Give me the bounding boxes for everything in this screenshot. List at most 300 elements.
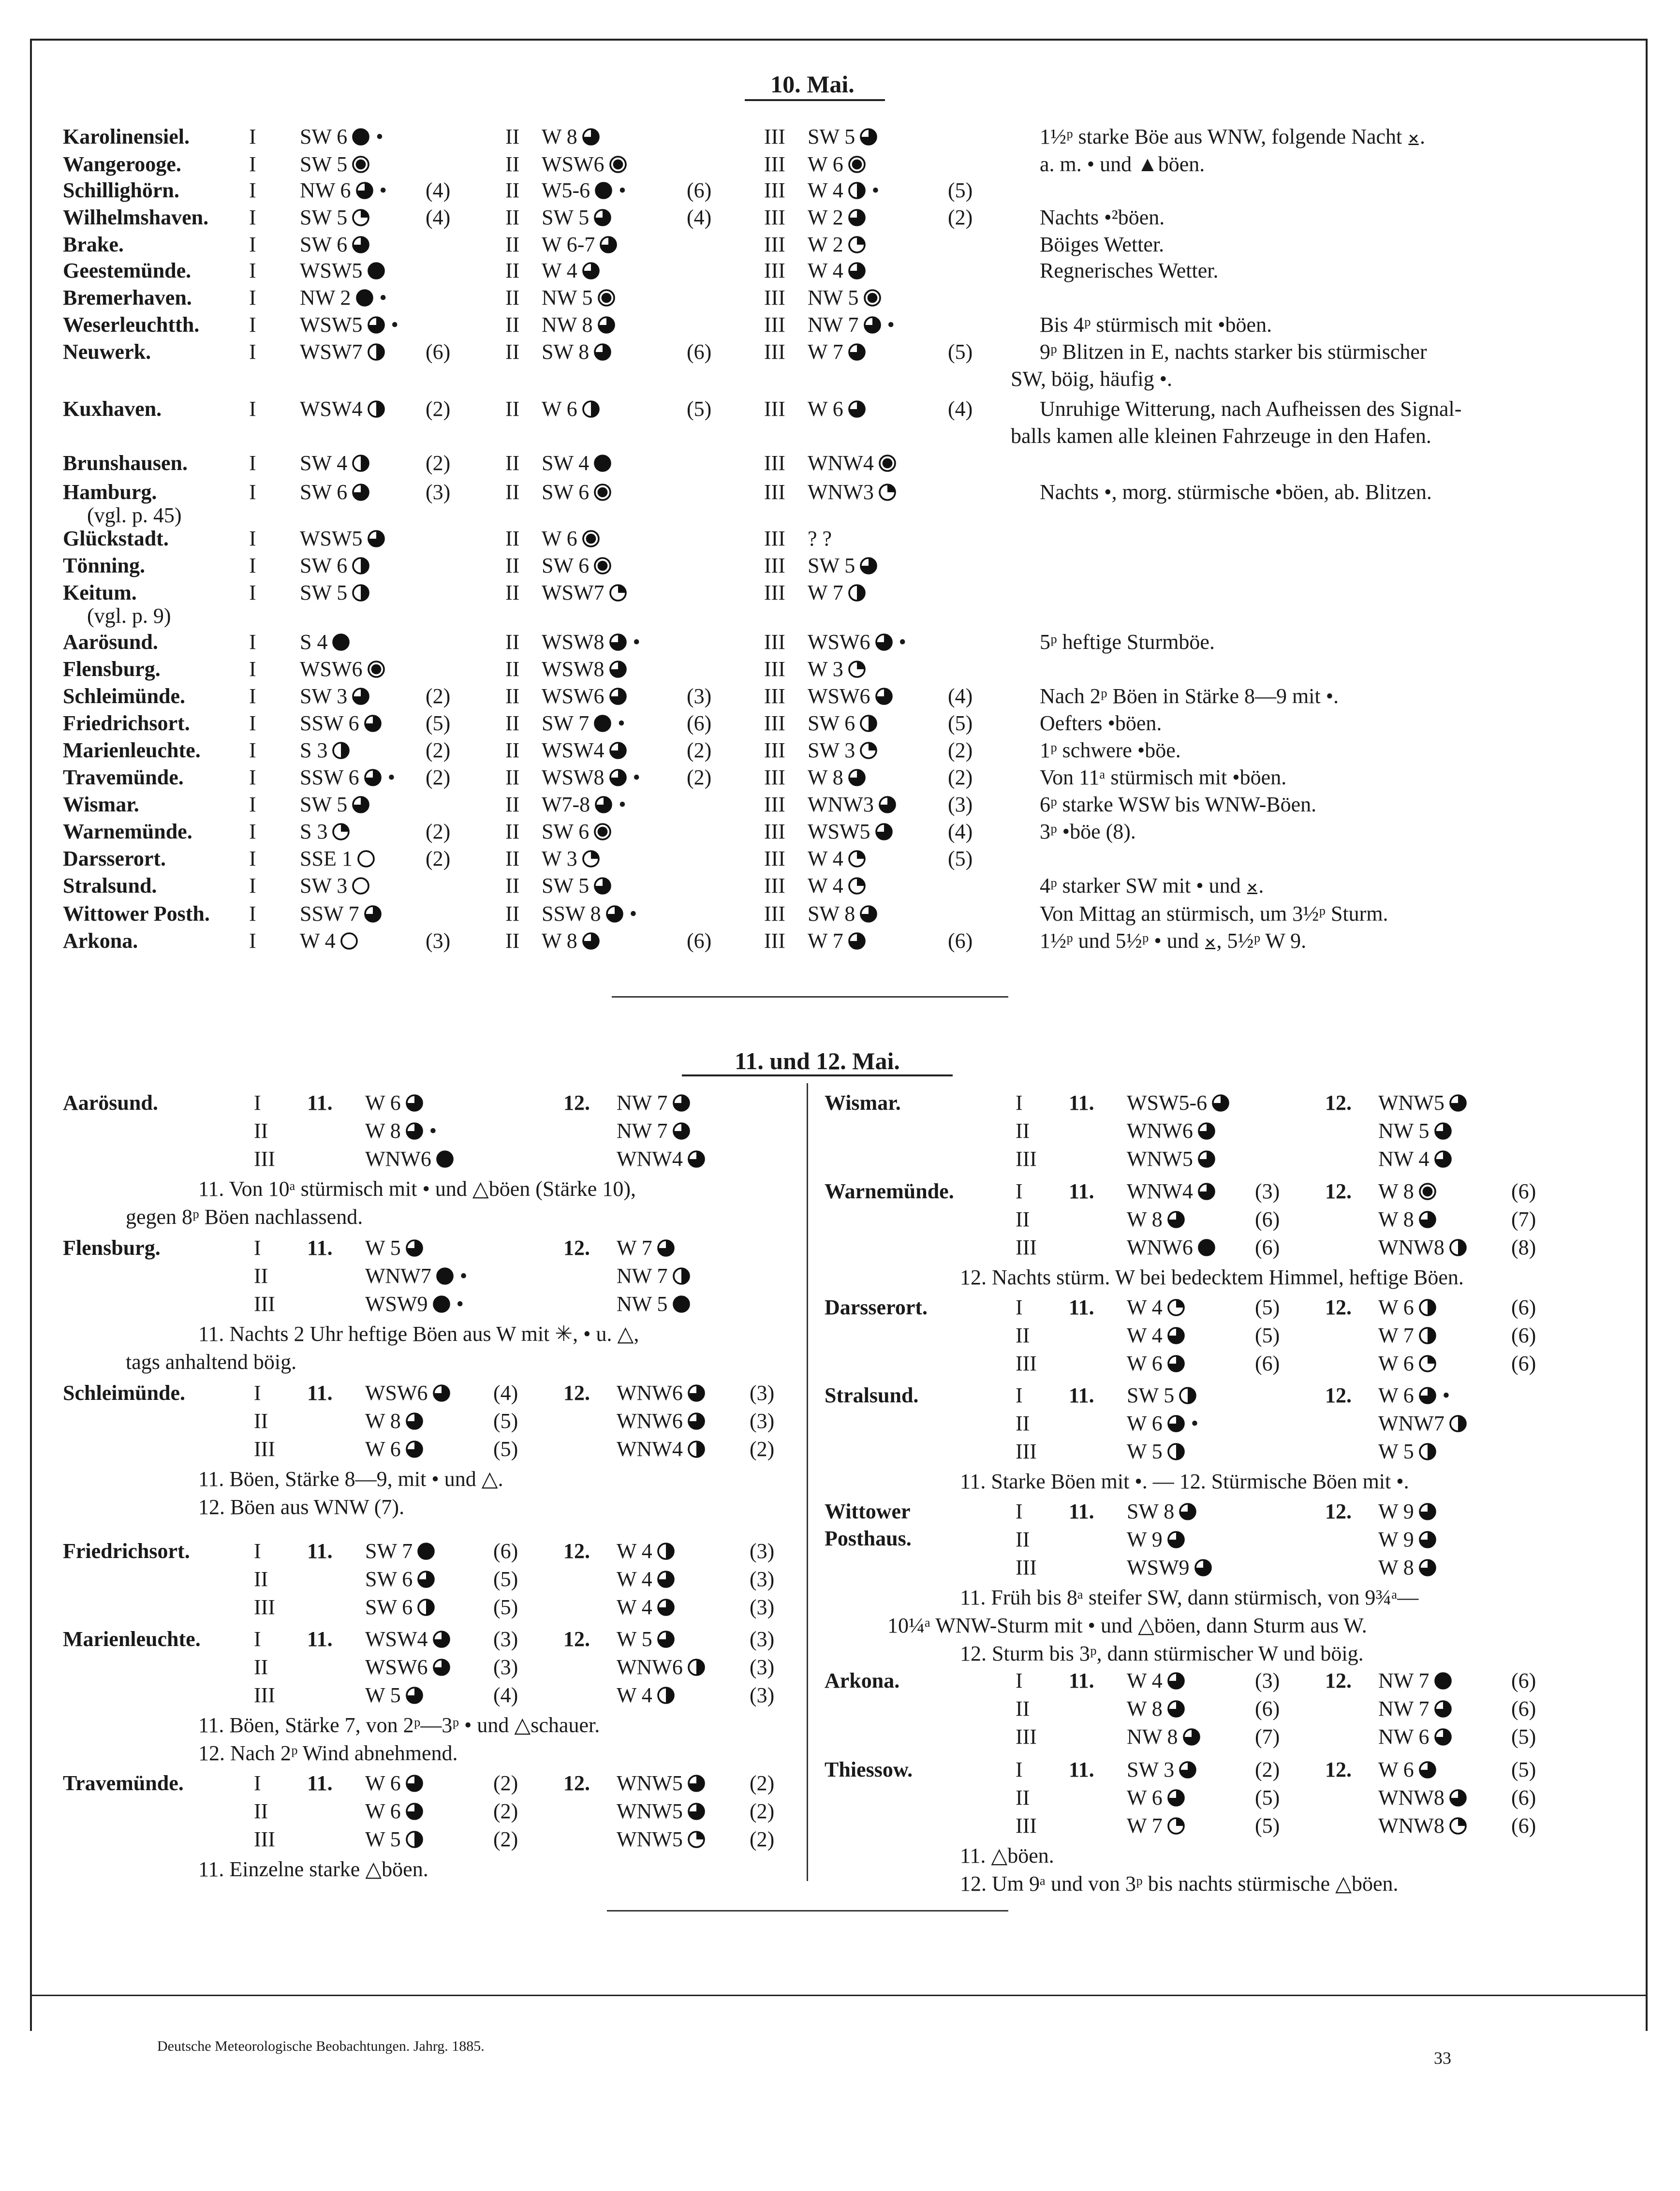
- gust-strength: (4): [948, 397, 973, 421]
- mostly-cloudy-icon: [687, 1774, 706, 1793]
- day-12-observation: [617, 1566, 676, 1593]
- mostly-cloudy-icon: [1418, 1530, 1437, 1549]
- term-iii-label: III: [764, 259, 785, 282]
- rain-dot-icon: •: [893, 630, 906, 654]
- half-cloud-icon: [331, 741, 351, 760]
- day-11-observation: [1127, 1554, 1213, 1581]
- gust-strength: (2): [493, 1827, 518, 1851]
- ringed-cloud-icon: [351, 155, 370, 174]
- gust-strength: (3): [426, 480, 451, 504]
- wind-value: WNW7: [365, 1264, 431, 1288]
- station-name: Arkona.: [63, 929, 138, 953]
- mostly-cloudy-icon: [1166, 1354, 1186, 1373]
- gust-strength: (6): [687, 711, 712, 735]
- station-name: Wismar.: [825, 1091, 901, 1115]
- quarter-cloud-icon: [847, 660, 867, 679]
- rain-dot-icon: •: [882, 313, 895, 337]
- term-i-label: I: [249, 874, 256, 897]
- station-name: Brunshausen.: [63, 451, 188, 475]
- column-divider: [807, 1083, 808, 1881]
- term-i-label: I: [249, 630, 256, 654]
- term-ii-label: II: [505, 765, 520, 789]
- overcast-cloud-icon: [367, 261, 386, 280]
- day-12-observation: [1378, 1438, 1437, 1465]
- day-11-observation: [365, 1089, 424, 1117]
- gust-strength: (2): [948, 206, 973, 229]
- overcast-cloud-icon: [593, 454, 612, 473]
- quarter-cloud-icon: [1166, 1816, 1186, 1836]
- station-name: Wangerooge.: [63, 152, 181, 176]
- day-11-observation: [365, 1626, 451, 1653]
- mostly-cloudy-icon: [416, 1570, 436, 1589]
- station-name: Travemünde.: [63, 1771, 184, 1795]
- gust-strength: (5): [948, 340, 973, 364]
- mostly-cloudy-icon: [405, 1686, 424, 1705]
- day-12-observation: [1378, 1146, 1453, 1173]
- term-iii-label: III: [764, 765, 785, 789]
- remark: Nach 2ᵖ Böen in Stärke 8—9 mit •.: [1040, 684, 1339, 708]
- wind-value: W 4: [617, 1567, 652, 1591]
- gust-strength: (5): [948, 847, 973, 870]
- wind-value: SW 5: [542, 206, 589, 229]
- term-i-label: I: [249, 657, 256, 681]
- mostly-cloudy-icon: [1197, 1182, 1216, 1201]
- remark: 11. Früh bis 8ᵃ steifer SW, dann stürmisch, von 9¾ᵃ—: [960, 1586, 1419, 1609]
- gust-strength: (3): [750, 1567, 775, 1591]
- mostly-cloudy-icon: [1448, 1788, 1468, 1808]
- term-iii-label: III: [764, 902, 785, 926]
- term-i-label: I: [249, 340, 256, 364]
- section-divider: [607, 1910, 1008, 1912]
- quarter-cloud-icon: [1166, 1298, 1186, 1317]
- station-name: Wittower Posth.: [63, 902, 210, 926]
- mostly-cloudy-icon: [859, 127, 878, 147]
- wind-value: NW 5: [1378, 1119, 1429, 1143]
- remark: 3ᵖ •böe (8).: [1040, 820, 1136, 843]
- term-ii-observation: [542, 231, 618, 258]
- wind-value: NW 8: [542, 313, 593, 337]
- day-12-observation: [1378, 1206, 1437, 1233]
- term-label: I: [1016, 1758, 1023, 1781]
- term-iii-label: III: [764, 125, 785, 148]
- term-ii-label: II: [505, 125, 520, 148]
- page-number: 33: [1434, 2048, 1451, 2068]
- day-12-observation: [1378, 1234, 1468, 1261]
- day-12-observation: [1378, 1667, 1453, 1694]
- term-iii-observation: [808, 845, 867, 872]
- term-iii-observation: [808, 257, 867, 284]
- mostly-cloudy-icon: [432, 1658, 451, 1677]
- term-i-observation: [300, 683, 370, 710]
- wind-value: NW 7: [1378, 1669, 1429, 1692]
- wind-value: W 4: [617, 1595, 652, 1619]
- mostly-cloudy-icon: [363, 904, 383, 924]
- wind-value: W 3: [808, 657, 843, 681]
- wind-value: SSW 6: [300, 711, 359, 735]
- day-11-observation: [1127, 1756, 1197, 1783]
- term-i-label: I: [249, 765, 256, 789]
- gust-strength: (6): [1511, 1786, 1536, 1809]
- term-i-label: I: [249, 152, 256, 176]
- mostly-cloudy-icon: [405, 1412, 424, 1431]
- gust-strength: (7): [1511, 1207, 1536, 1231]
- gust-strength: (3): [493, 1655, 518, 1679]
- mostly-cloudy-icon: [878, 795, 897, 814]
- day-12-label: 12.: [1325, 1383, 1352, 1407]
- term-iii-label: III: [764, 286, 785, 309]
- wind-value: WNW4: [617, 1147, 683, 1171]
- station-name: Aarösund.: [63, 1091, 158, 1115]
- day-12-observation: [1378, 1723, 1453, 1750]
- wind-value: WSW4: [542, 738, 604, 762]
- day-12-observation: [1378, 1089, 1468, 1117]
- mostly-cloudy-icon: [581, 261, 601, 280]
- wind-value: NW 7: [617, 1119, 668, 1143]
- mostly-cloudy-icon: [1178, 1502, 1197, 1521]
- gust-strength: (2): [948, 765, 973, 789]
- day-11-label: 11.: [1069, 1500, 1094, 1523]
- wind-value: WNW7: [1378, 1412, 1444, 1435]
- term-ii-observation: [542, 764, 640, 791]
- station-name: Keitum.: [63, 581, 137, 604]
- term-iii-observation: [808, 683, 894, 710]
- wind-value: W 5: [617, 1627, 652, 1651]
- term-ii-label: II: [505, 554, 520, 577]
- day-12-observation: [617, 1682, 676, 1709]
- wind-value: W5-6: [542, 178, 590, 202]
- term-iii-observation: [808, 552, 878, 579]
- wind-value: W 6: [365, 1437, 401, 1461]
- station-name: Marienleuchte.: [63, 738, 201, 762]
- gust-strength: (3): [750, 1683, 775, 1707]
- station-name: Thiessow.: [825, 1758, 913, 1781]
- gust-strength: (2): [426, 684, 451, 708]
- mostly-cloudy-icon: [1418, 1210, 1437, 1229]
- page-frame-right: [1646, 39, 1648, 2031]
- wind-value: W 5: [365, 1827, 401, 1851]
- term-i-observation: [300, 177, 387, 204]
- half-cloud-icon: [656, 1542, 676, 1561]
- wind-value: WNW6: [617, 1409, 683, 1433]
- term-ii-label: II: [505, 657, 520, 681]
- term-ii-observation: [542, 872, 612, 899]
- half-cloud-icon: [687, 1658, 706, 1677]
- term-ii-label: II: [505, 793, 520, 816]
- term-label: III: [254, 1595, 275, 1619]
- mostly-cloudy-icon: [432, 1383, 451, 1403]
- remark: 9ᵖ Blitzen in E, nachts starker bis stürmischer: [1040, 340, 1427, 364]
- wind-value: W 4: [1127, 1669, 1163, 1692]
- day-12-observation: [617, 1826, 706, 1853]
- day-11-observation: [1127, 1382, 1197, 1409]
- term-label: I: [254, 1627, 261, 1651]
- wind-value: W 2: [808, 233, 843, 256]
- wind-value: SW 5: [300, 206, 348, 229]
- gust-strength: (6): [1255, 1697, 1280, 1720]
- wind-value: WSW6: [542, 684, 604, 708]
- term-iii-observation: [808, 927, 867, 955]
- ringed-cloud-icon: [593, 822, 612, 841]
- term-iii-label: III: [764, 929, 785, 953]
- overcast-cloud-icon: [1197, 1238, 1216, 1257]
- wind-value: WNW6: [617, 1381, 683, 1405]
- remark: Unruhige Witterung, nach Aufheissen des Signal-: [1040, 397, 1462, 421]
- rain-dot-icon: •: [385, 313, 398, 337]
- term-ii-label: II: [505, 259, 520, 282]
- gust-strength: (3): [750, 1627, 775, 1651]
- gust-strength: (3): [750, 1409, 775, 1433]
- day-12-observation: [1378, 1294, 1437, 1321]
- mostly-cloudy-icon: [672, 1121, 691, 1141]
- wind-value: WNW6: [1127, 1119, 1193, 1143]
- half-cloud-icon: [1448, 1414, 1468, 1433]
- wind-value: W 8: [542, 929, 577, 953]
- day-11-label: 11.: [307, 1236, 333, 1260]
- term-label: II: [1016, 1323, 1030, 1347]
- term-iii-observation: [808, 177, 879, 204]
- term-i-label: I: [249, 451, 256, 475]
- term-label: III: [254, 1827, 275, 1851]
- wind-value: W 6: [365, 1091, 401, 1115]
- term-label: III: [1016, 1235, 1037, 1259]
- remark: 11. Böen, Stärke 8—9, mit • und △.: [198, 1467, 503, 1491]
- gust-strength: (2): [687, 765, 712, 789]
- term-i-observation: [300, 764, 395, 791]
- remark: 12. Nachts stürm. W bei bedecktem Himmel, heftige Böen.: [960, 1265, 1464, 1289]
- term-i-observation: [300, 710, 383, 737]
- mostly-cloudy-icon: [351, 235, 370, 254]
- gust-strength: (2): [750, 1771, 775, 1795]
- wind-value: W 6: [1378, 1352, 1414, 1375]
- day-11-observation: [1127, 1089, 1230, 1117]
- overcast-cloud-icon: [435, 1149, 455, 1169]
- rain-dot-icon: •: [374, 178, 387, 202]
- ringed-cloud-icon: [878, 454, 897, 473]
- ringed-cloud-icon: [593, 483, 612, 502]
- term-iii-label: III: [764, 738, 785, 762]
- term-label: II: [254, 1409, 268, 1433]
- gust-strength: (6): [1511, 1323, 1536, 1347]
- gust-strength: (6): [1511, 1352, 1536, 1375]
- term-ii-label: II: [505, 874, 520, 897]
- wind-value: WNW8: [1378, 1786, 1444, 1809]
- wind-value: SW 3: [808, 738, 855, 762]
- wind-value: WSW5: [808, 820, 870, 843]
- half-cloud-icon: [367, 399, 386, 419]
- station-name: Neuwerk.: [63, 340, 151, 364]
- wind-value: SW 4: [542, 451, 589, 475]
- term-label: II: [254, 1119, 268, 1143]
- term-ii-label: II: [505, 313, 520, 337]
- wind-value: SW 5: [542, 874, 589, 897]
- wind-value: ? ?: [808, 527, 832, 550]
- day-11-label: 11.: [1069, 1758, 1094, 1781]
- wind-value: WSW7: [300, 340, 363, 364]
- term-iii-observation: [808, 872, 867, 899]
- day-11-observation: [365, 1566, 436, 1593]
- term-label: III: [254, 1292, 275, 1316]
- station-name: Flensburg.: [63, 657, 161, 681]
- term-ii-observation: [542, 900, 637, 927]
- gust-strength: (3): [1255, 1179, 1280, 1203]
- wind-value: WSW8: [542, 630, 604, 654]
- wind-value: SW 3: [300, 684, 348, 708]
- mostly-cloudy-icon: [672, 1093, 691, 1113]
- wind-value: W 9: [1378, 1500, 1414, 1523]
- day-11-label: 11.: [307, 1381, 333, 1405]
- mostly-cloudy-icon: [1211, 1093, 1230, 1113]
- station-name: Karolinensiel.: [63, 125, 190, 148]
- gust-strength: (6): [1511, 1697, 1536, 1720]
- term-iii-observation: [808, 656, 867, 683]
- quarter-cloud-icon: [331, 822, 351, 841]
- day-12-label: 12.: [563, 1627, 590, 1651]
- wind-value: WNW3: [808, 480, 874, 504]
- mostly-cloudy-icon: [1418, 1386, 1437, 1405]
- overcast-cloud-icon: [416, 1542, 436, 1561]
- gust-strength: (5): [687, 397, 712, 421]
- station-name: Geestemünde.: [63, 259, 192, 282]
- mostly-cloudy-icon: [847, 208, 867, 227]
- wind-value: NW 6: [300, 178, 351, 202]
- term-ii-observation: [542, 338, 612, 366]
- day-12-observation: [617, 1380, 706, 1407]
- wind-value: W 8: [542, 125, 577, 148]
- term-label: I: [254, 1236, 261, 1260]
- mostly-cloudy-icon: [605, 904, 624, 924]
- term-iii-observation: [808, 629, 906, 656]
- mostly-cloudy-icon: [859, 556, 878, 575]
- mostly-cloudy-icon: [1166, 1788, 1186, 1808]
- remark: gegen 8ᵖ Böen nachlassend.: [126, 1205, 363, 1229]
- mostly-cloudy-icon: [597, 315, 616, 335]
- wind-value: SW 6: [365, 1567, 413, 1591]
- term-ii-observation: [542, 396, 601, 423]
- term-ii-label: II: [505, 711, 520, 735]
- wind-value: WSW6: [365, 1655, 428, 1679]
- station-name: Tönning.: [63, 554, 145, 577]
- half-cloud-icon: [416, 1598, 436, 1617]
- mostly-cloudy-icon: [847, 261, 867, 280]
- remark: 11. Von 10ᵃ stürmisch mit • und △böen (Stärke 10),: [198, 1177, 636, 1201]
- mostly-cloudy-icon: [608, 687, 628, 706]
- day-11-observation: [1127, 1410, 1198, 1437]
- day-12-observation: [1378, 1382, 1450, 1409]
- gust-strength: (3): [750, 1381, 775, 1405]
- day-12-label: 12.: [1325, 1669, 1352, 1692]
- mostly-cloudy-icon: [593, 876, 612, 896]
- term-iii-label: III: [764, 711, 785, 735]
- half-cloud-icon: [351, 454, 370, 473]
- term-ii-observation: [542, 311, 616, 338]
- rain-dot-icon: •: [374, 286, 387, 309]
- term-i-label: I: [249, 259, 256, 282]
- half-cloud-icon: [672, 1266, 691, 1286]
- day-11-observation: [1127, 1146, 1216, 1173]
- day-11-observation: [1127, 1723, 1201, 1750]
- mostly-cloudy-icon: [1197, 1149, 1216, 1169]
- mostly-cloudy-icon: [593, 342, 612, 362]
- term-label: II: [1016, 1412, 1030, 1435]
- page-frame-left: [30, 39, 32, 2031]
- station-name: Darsserort.: [825, 1295, 928, 1319]
- term-i-label: I: [249, 711, 256, 735]
- wind-value: WNW5: [617, 1827, 683, 1851]
- gust-strength: (2): [426, 847, 451, 870]
- term-ii-label: II: [505, 152, 520, 176]
- term-iii-observation: [808, 204, 867, 231]
- gust-strength: (6): [948, 929, 973, 953]
- ringed-cloud-icon: [593, 556, 612, 575]
- day-11-observation: [1127, 1526, 1186, 1553]
- term-ii-label: II: [505, 480, 520, 504]
- quarter-cloud-icon: [1418, 1354, 1437, 1373]
- gust-strength: (6): [1511, 1295, 1536, 1319]
- term-ii-label: II: [505, 451, 520, 475]
- mostly-cloudy-icon: [859, 904, 878, 924]
- wind-value: W 7: [808, 340, 843, 364]
- wind-value: WNW4: [1127, 1179, 1193, 1203]
- rain-dot-icon: •: [451, 1292, 464, 1316]
- day-12-label: 12.: [563, 1771, 590, 1795]
- wind-value: SW 4: [300, 451, 348, 475]
- gust-strength: (5): [493, 1409, 518, 1433]
- term-i-label: I: [249, 125, 256, 148]
- gust-strength: (3): [750, 1539, 775, 1563]
- half-cloud-icon: [1418, 1298, 1437, 1317]
- term-ii-observation: [542, 123, 601, 150]
- remark: 5ᵖ heftige Sturmböe.: [1040, 630, 1215, 654]
- wind-value: W 8: [1127, 1697, 1163, 1720]
- quarter-cloud-icon: [351, 208, 370, 227]
- term-i-observation: [300, 818, 351, 845]
- term-i-observation: [300, 900, 383, 927]
- wind-value: WNW6: [617, 1655, 683, 1679]
- mostly-cloudy-icon: [363, 768, 383, 787]
- remark: tags anhaltend böig.: [126, 1350, 297, 1374]
- term-i-observation: [300, 338, 386, 366]
- term-iii-observation: [808, 818, 894, 845]
- gust-strength: (5): [1255, 1295, 1280, 1319]
- wind-value: W 4: [1127, 1295, 1163, 1319]
- term-iii-label: III: [764, 820, 785, 843]
- station-name: Wismar.: [63, 793, 139, 816]
- mostly-cloudy-icon: [847, 931, 867, 951]
- wind-value: WNW4: [617, 1437, 683, 1461]
- term-iii-label: III: [764, 233, 785, 256]
- mostly-cloudy-icon: [1178, 1760, 1197, 1779]
- term-i-label: I: [249, 793, 256, 816]
- remark: 6ᵖ starke WSW bis WNW-Böen.: [1040, 793, 1317, 816]
- wind-value: W 4: [300, 929, 336, 953]
- wind-value: WNW3: [808, 793, 874, 816]
- station-name: Aarösund.: [63, 630, 158, 654]
- term-iii-observation: [808, 311, 895, 338]
- term-ii-observation: [542, 791, 626, 818]
- day-12-observation: [1378, 1695, 1453, 1722]
- mostly-cloudy-icon: [1433, 1699, 1453, 1719]
- term-i-label: I: [249, 738, 256, 762]
- wind-value: W 4: [617, 1539, 652, 1563]
- term-i-observation: [300, 479, 370, 506]
- rain-dot-icon: •: [627, 765, 640, 789]
- wind-value: SW 3: [300, 874, 348, 897]
- term-ii-observation: [542, 710, 625, 737]
- remark: 1½ᵖ und 5½ᵖ • und ⨱, 5½ᵖ W 9.: [1040, 929, 1307, 953]
- gust-strength: (3): [750, 1595, 775, 1619]
- term-i-observation: [300, 579, 370, 606]
- day-12-observation: [617, 1626, 676, 1653]
